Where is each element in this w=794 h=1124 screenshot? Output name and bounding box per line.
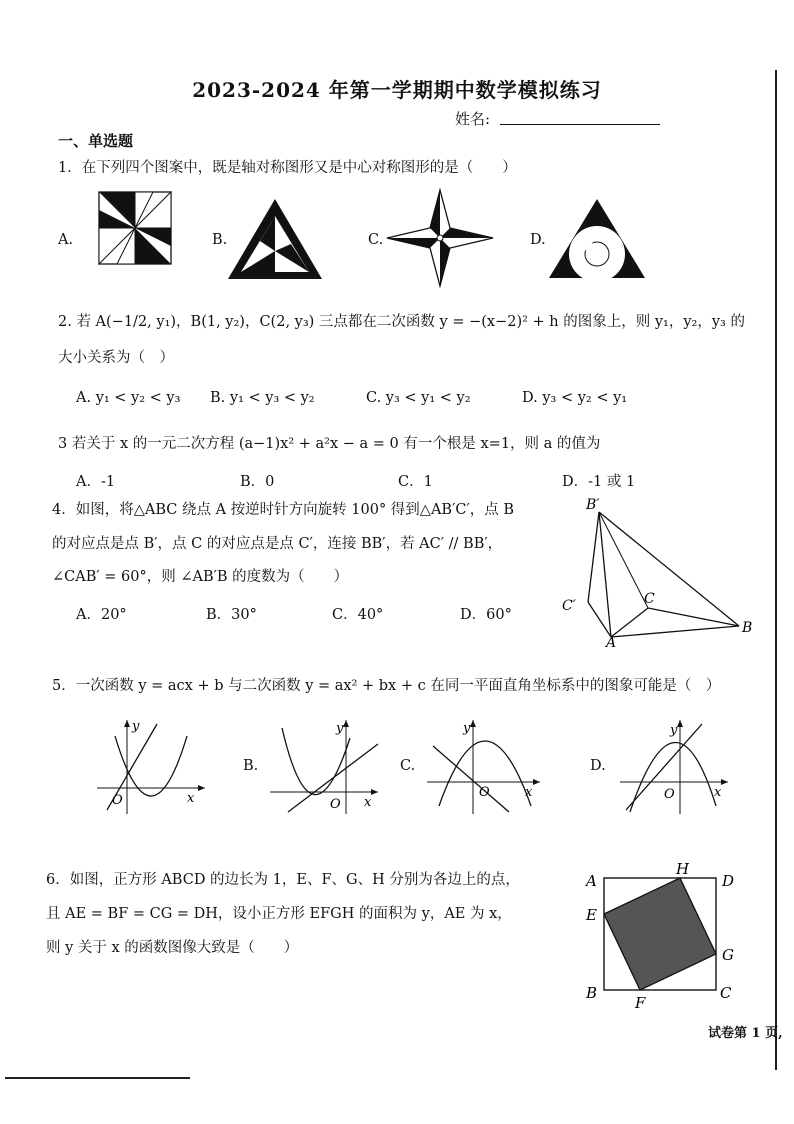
svg-text:F: F: [635, 994, 646, 1011]
page-footer: 试卷第 1 页,: [708, 1026, 783, 1041]
q5-graph-b: [268, 716, 383, 816]
q2-option-a: A. y₁ < y₂ < y₃: [76, 390, 181, 406]
q2-option-c: C. y₃ < y₁ < y₂: [366, 390, 471, 406]
label-a: A: [606, 635, 617, 651]
q2-option-b: B. y₁ < y₃ < y₂: [210, 390, 315, 406]
q1-figure-b-triangle: [225, 196, 325, 282]
q4-option-d: D．60°: [460, 607, 512, 623]
q1-figure-a-pinwheel: [95, 188, 175, 268]
svg-text:y: y: [670, 723, 678, 738]
svg-text:G: G: [722, 946, 734, 964]
q1-figure-d-triangle: [545, 196, 650, 282]
q4-line-3: ∠CAB′ = 60°，则 ∠AB′B 的度数为（ ）: [52, 569, 349, 585]
margin-rule: [775, 70, 777, 1070]
q4-line-1: 4．如图，将△ABC 绕点 A 按逆时针方向旋转 100° 得到△AB′C′，点 B: [52, 502, 515, 518]
q6-line-3: 则 y 关于 x 的函数图像大致是（ ）: [46, 940, 299, 956]
q1-option-d: D.: [530, 232, 546, 248]
svg-text:x: x: [187, 791, 195, 806]
svg-text:O: O: [112, 793, 123, 808]
svg-text:O: O: [664, 787, 675, 802]
q2-option-d: D. y₃ < y₂ < y₁: [522, 390, 628, 406]
label-b: B: [742, 620, 753, 636]
q5-graph-d: [618, 716, 733, 816]
page-title: 2023-2024 年第一学期期中数学模拟练习: [192, 78, 602, 102]
section-heading: 一、单选题: [58, 132, 134, 150]
q4-option-c: C．40°: [332, 607, 384, 623]
name-field-line: [500, 124, 660, 125]
q1-figure-c-star: [385, 188, 495, 288]
q5-option-c: C.: [400, 758, 416, 774]
svg-text:y: y: [336, 721, 344, 736]
q1-option-c: C.: [368, 232, 384, 248]
q2-stem-2: 大小关系为（ ）: [58, 350, 174, 366]
q5-graph-c: [425, 716, 545, 816]
svg-text:x: x: [364, 795, 372, 810]
bottom-rule: [5, 1077, 190, 1079]
q2-stem: 2. 若 A(−1/2, y₁)，B(1, y₂)，C(2, y₃) 三点都在二次函数 y = −(x−2)² + h 的图象上，则 y₁，y₂，y₃ 的: [58, 314, 745, 330]
q1-stem: 1．在下列四个图案中，既是轴对称图形又是中心对称图形的是（ ）: [58, 160, 517, 176]
q5-graph-a: [95, 716, 210, 816]
q3-option-d: D．-1 或 1: [562, 474, 636, 490]
q1-option-b: B.: [212, 232, 228, 248]
label-c: C: [644, 591, 655, 607]
svg-text:E: E: [586, 906, 597, 924]
q3-stem: 3 若关于 x 的一元二次方程 (a−1)x² + a²x − a = 0 有一个根是 x=1，则 a 的值为: [58, 436, 601, 452]
q4-option-a: A．20°: [76, 607, 127, 623]
q6-figure-square: [580, 856, 745, 1011]
svg-text:O: O: [479, 785, 490, 800]
name-label: 姓名:: [455, 110, 491, 128]
svg-text:A: A: [586, 872, 597, 890]
q6-line-1: 6．如图，正方形 ABCD 的边长为 1，E、F、G、H 分别为各边上的点，: [46, 872, 520, 888]
svg-text:y: y: [463, 721, 471, 736]
q6-line-2: 且 AE = BF = CG = DH，设小正方形 EFGH 的面积为 y，AE 为 x，: [46, 906, 512, 922]
q5-option-d: D.: [590, 758, 606, 774]
q5-stem: 5．一次函数 y = acx + b 与二次函数 y = ax² + bx + c 在同一平面直角坐标系中的图象可能是（ ）: [52, 678, 721, 694]
q3-option-b: B．0: [240, 474, 275, 490]
svg-text:y: y: [132, 719, 140, 734]
q4-option-b: B．30°: [206, 607, 257, 623]
q4-figure-rotation: [556, 492, 766, 652]
svg-text:D: D: [722, 872, 735, 890]
svg-text:H: H: [676, 860, 690, 878]
q1-option-a: A.: [58, 232, 74, 248]
label-b-prime: B′: [586, 497, 600, 513]
svg-text:C: C: [720, 984, 732, 1002]
q3-option-a: A．-1: [76, 474, 116, 490]
svg-text:B: B: [586, 984, 598, 1002]
svg-text:O: O: [330, 797, 341, 812]
q5-option-b: B.: [243, 758, 259, 774]
q3-option-c: C．1: [398, 474, 433, 490]
svg-text:x: x: [714, 785, 722, 800]
svg-text:x: x: [525, 785, 533, 800]
q4-line-2: 的对应点是点 B′，点 C 的对应点是点 C′，连接 BB′，若 AC′ // BB′，: [52, 536, 503, 552]
label-c-prime: C′: [562, 598, 576, 614]
